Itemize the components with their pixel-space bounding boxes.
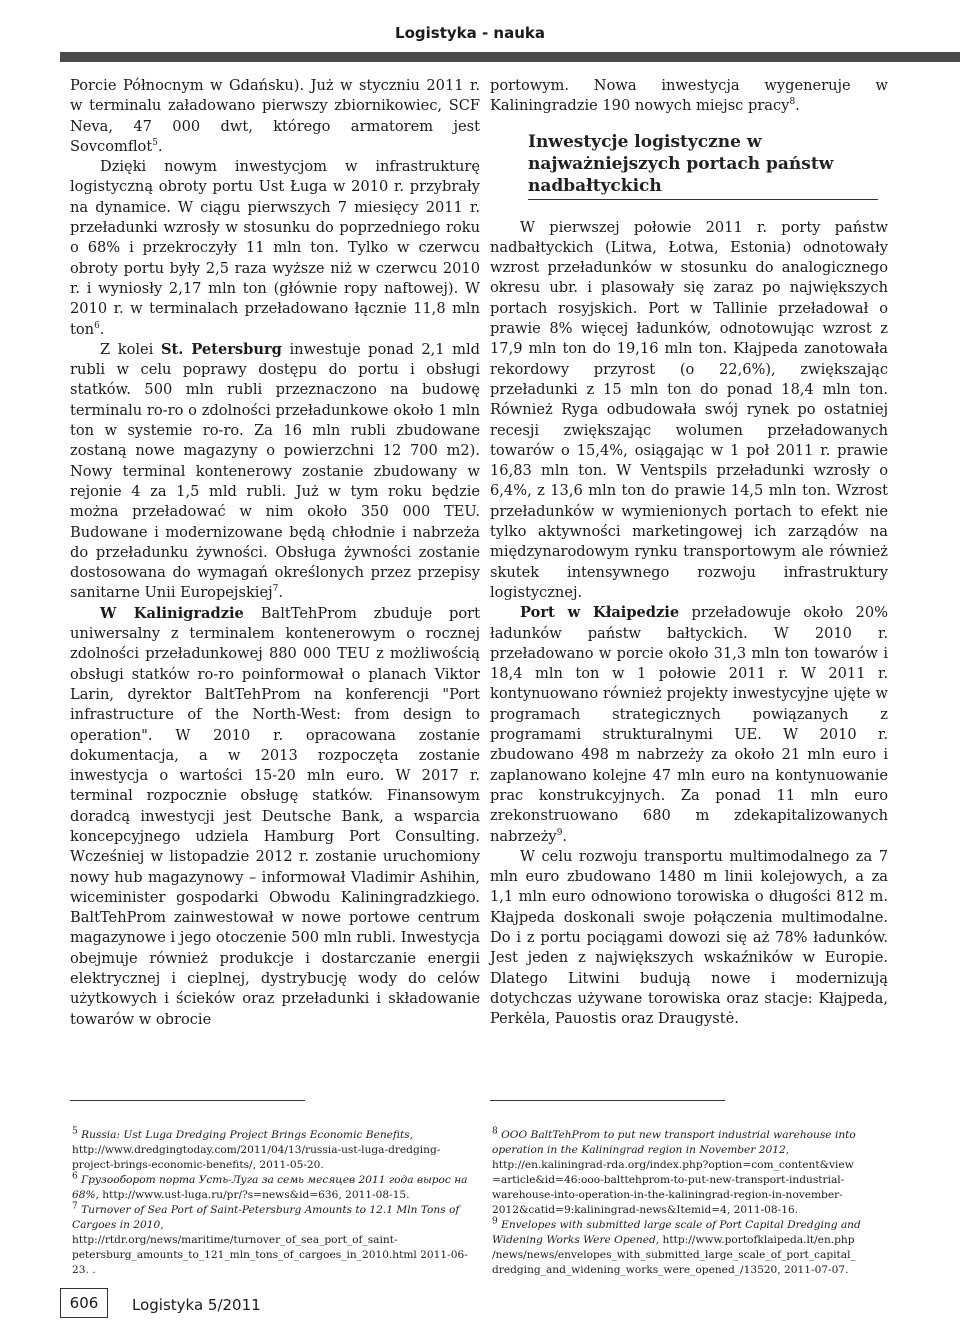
footnote-ref[interactable]: 8 — [789, 97, 796, 108]
footnote-ref[interactable]: 9 — [556, 827, 563, 838]
paragraph: W pierwszej połowie 2011 r. porty państw nadbałtyckich (Litwa, Łotwa, Estonia) odnotowały wzrost przeładunków w stosunku do analogicznego okresu ubr. i plasowały się zaraz po największych portach rosyjskich. Port w Tallinie przeładował o prawie 8% więcej ładunków, odnotowując wzrost z 17,9 mln ton do 19,16 mln ton. Kłajpeda zanotowała rekordowy przyrost (o 22,6%), zwiększając przeładunki z 15 mln ton do ponad 18,4 mln ton. Również Ryga odbudowała swój rynek po ostatniej recesji zwiększając wolumen przeładowanych towarów o 15,4%, osiągając w 1 poł 2011 r. prawie 16,83 mln ton. W Ventspils przeładunki wzrosły o 6,4%, z 13,6 mln ton do prawie 14,5 mln ton. Wzrost przeładunków w wymienionych portach to efekt nie tylko aktywności marketingowej ich zarządów na międzynarodowym rynku transportowym ale również skutek intensywnego rozwoju infrastruktury logistycznej. — [490, 218, 888, 601]
footnote-ref[interactable]: 5 — [152, 138, 158, 149]
footnote: $^8$ OOO BaltTehProm to put new transport industrial warehouse into operation in the Kaliningrad region in November 2012, http://en.kaliningrad-rda.org/index.php?option=com_content&view =article&id=46:ooo-balttehprom-to-put-new-transport-industrial-warehouse-into-operation-in-the-kaliningrad-region-in-november-2012&catid=9:kaliningrad-news&Itemid=4, 2011-08-16. — [492, 1126, 856, 1216]
paragraph: Porcie Północnym w Gdańsku). Już w styczniu 2011 r. w terminalu załadowano pierwszy zbiornikowiec, SCF Neva, 47 000 dwt, którego armatorem jest Sovcomflot$^5$. — [70, 77, 480, 155]
paragraph: W celu rozwoju transportu multimodalnego za 7 mln euro zbudowano 1480 m linii kolejowych, a za 1,1 mln euro odnowiono torowiska o długości 812 m. Kłajpeda doskonali swoje połączenia multimodalne. Do i z portu pociągami dowozi się aż 78% ładunków. Jest jeden z największych wskaźników w Europie. Dlatego Litwini budują nowe i modernizują dotychczas używane torowiska oraz stacje: Kłajpeda, Perkėla, Pauostis oraz Draugystė. — [490, 847, 888, 1028]
page-header: Logistyka - nauka — [395, 24, 545, 42]
section-heading: Inwestycje logistyczne w najważniejszych portach państw nadbałtyckich — [528, 131, 888, 200]
footnote-link[interactable]: http://www.ust-luga.ru/pr/?s=news&id=636, 2011-08-15. — [98, 1189, 410, 1201]
footnotes-left — [72, 1128, 470, 1278]
footnote-link[interactable]: http://www.dredgingtoday.com/2011/04/13/russia-ust-luga-dredging-project-brings-economic-benefits/, 2011-05-20. — [72, 1144, 441, 1171]
right-column — [490, 76, 888, 1029]
paragraph: Dzięki nowym inwestycjom w infrastrukturę logistyczną obroty portu Ust Ługa w 2010 r. przybrały na dynamice. W ciągu pierwszych 7 miesięcy 2011 r. przeładunki wzrosły w stosunku do poprzedniego roku o 68% i przekroczyły 11 mln ton. Tylko w czerwcu obroty portu były 2,5 raza wyższe niż w czerwcu 2010 r. i wyniosły 2,17 mln ton (głównie ropy naftowej). W 2010 r. w terminalach przeładowano łącznie 11,8 mln ton$^6$. — [70, 158, 480, 338]
footnote-divider — [70, 1100, 305, 1101]
paragraph: portowym. Nowa inwestycja wygeneruje w Kaliningradzie 190 nowych miejsc pracy$^8$. — [490, 77, 888, 115]
publication-name: Logistyka 5/2011 — [132, 1296, 261, 1314]
paragraph: Port w Kłaipedzie przeładowuje około 20% ładunków państw bałtyckich. W 2010 r. przeładowano w porcie około 31,3 mln ton towarów i 18,4 mln ton w 1 połowie 2011 r. W 2011 r. kontynuowano również projekty inwestycyjne ujęte w programach strategicznych powiązanych z programami strukturalnymi UE. W 2010 r. zbudowano 498 m nabrzeży za około 21 mln euro i zaplanowano kolejne 47 mln euro na kontynuowanie prac konstrukcyjnych. Za ponad 11 mln euro zrekonstruowano 680 m zdekapitalizowanych nabrzeży$^9$. — [490, 604, 888, 845]
footnote-link[interactable]: http://www.portofklaipeda.lt/en.php /news/news/envelopes_with_submitted_large_scale_of_port_capital_ dredging_and_widening_works_were_opened_/13520, 2011-07-07. — [492, 1234, 856, 1276]
page-number: 606 — [60, 1288, 108, 1318]
footnote: $^9$ Envelopes with submitted large scale of Port Capital Dredging and Widening Works Were Opened, http://www.portofklaipeda.lt/en.php /news/news/envelopes_with_submitted_large_scale_of_port_capital_ dredging_and_widening_works_were_opened_/13520, 2011-07-07. — [492, 1216, 861, 1276]
footnote-ref[interactable]: 7 — [272, 584, 279, 595]
left-column — [70, 76, 480, 1030]
footnote: $^6$ Грузооборот порта Усть-Луга за семь месяцев 2011 года вырос на 68%, http://www.ust-luga.ru/pr/?s=news&id=636, 2011-08-15. — [72, 1171, 468, 1201]
heading-underline — [528, 199, 878, 200]
footnote-divider — [490, 1100, 725, 1101]
footnote: $^7$ Turnover of Sea Port of Saint-Petersburg Amounts to 12.1 Mln Tons of Cargoes in 2010, http://rtdr.org/news/maritime/turnover_of_sea_port_of_saint-petersburg_amounts_to_121_mln_tons_of_cargoes_in_2010.html 2011-06-23. . — [72, 1201, 468, 1276]
footnote-link[interactable]: http://rtdr.org/news/maritime/turnover_of_sea_port_of_saint-petersburg_amounts_to_121_mln_tons_of_cargoes_in_2010.html 2011-06-23. . — [72, 1234, 468, 1276]
footnotes-right — [492, 1128, 887, 1278]
paragraph: Z kolei St. Petersburg inwestuje ponad 2,1 mld rubli w celu poprawy dostępu do portu i obsługi statków. 500 mln rubli przeznaczono na budowę terminalu ro-ro o zdolności przeładunkowe około 1 mln ton w systemie ro-ro. Za 16 mln rubli zbudowane zostaną nowe magazyny o powierzchni 12 700 m2). Nowy terminal kontenerowy zostanie zbudowany w rejonie 4 za 1,5 mld rubli. Już w tym roku będzie można przeładować w nim około 350 000 TEU. Budowane i modernizowane będą chłodnie i nabrzeża do przeładunku żywności. Obsługa żywności zostanie dostosowana do wymagań określonych przez przepisy sanitarne Unii Europejskiej$^7$. — [70, 340, 481, 602]
paragraph: W Kalinigradzie BaltTehProm zbuduje port uniwersalny z terminalem kontenerowym o rocznej zdolności przeładunkowej 880 000 TEU z możliwością obsługi statków ro-ro poinformował o planach Viktor Larin, dyrektor BaltTehProm na konferencji "Port infrastructure of the North-West: from design to operation". W 2010 r. opracowana zostanie dokumentacja, a w 2013 rozpoczęta zostanie inwestycja o wartości 15-20 mln euro. W 2017 r. terminal rozpocznie obsługę statków. Finansowym doradcą inwestycji jest Deutsche Bank, a wsparcia koncepcyjnego udziela Hamburg Port Consulting. Wcześniej w listopadzie 2012 r. zostanie uruchomiony nowy hub magazynowy – informował Vladimir Ashihin, wiceminister gospodarki Obwodu Kaliningradzkiego. BaltTehProm zainwestował w nowe portowe centrum magazynowe i jego otoczenie 500 mln rubli. Inwestycja obejmuje również produkcje i dostarczanie energii elektrycznej i cieplnej, dystrybucję wody do celów użytkowych i ścieków oraz przeładunki i składowanie towarów w obrocie — [70, 604, 481, 1028]
footnote: $^5$ Russia: Ust Luga Dredging Project Brings Economic Benefits, http://www.dredgingtoday.com/2011/04/13/russia-ust-luga-dredging-project-brings-economic-benefits/, 2011-05-20. — [72, 1126, 441, 1171]
footnote-link[interactable]: http://en.kaliningrad-rda.org/index.php?option=com_content&view =article&id=46:ooo-balttehprom-to-put-new-transport-industrial-warehouse-into-operation-in-the-kaliningrad-region-in-november-2012&catid=9:kaliningrad-news&Itemid=4, 2011-08-16. — [492, 1159, 854, 1216]
footnote-ref[interactable]: 6 — [94, 320, 100, 331]
header-bar — [60, 52, 960, 62]
